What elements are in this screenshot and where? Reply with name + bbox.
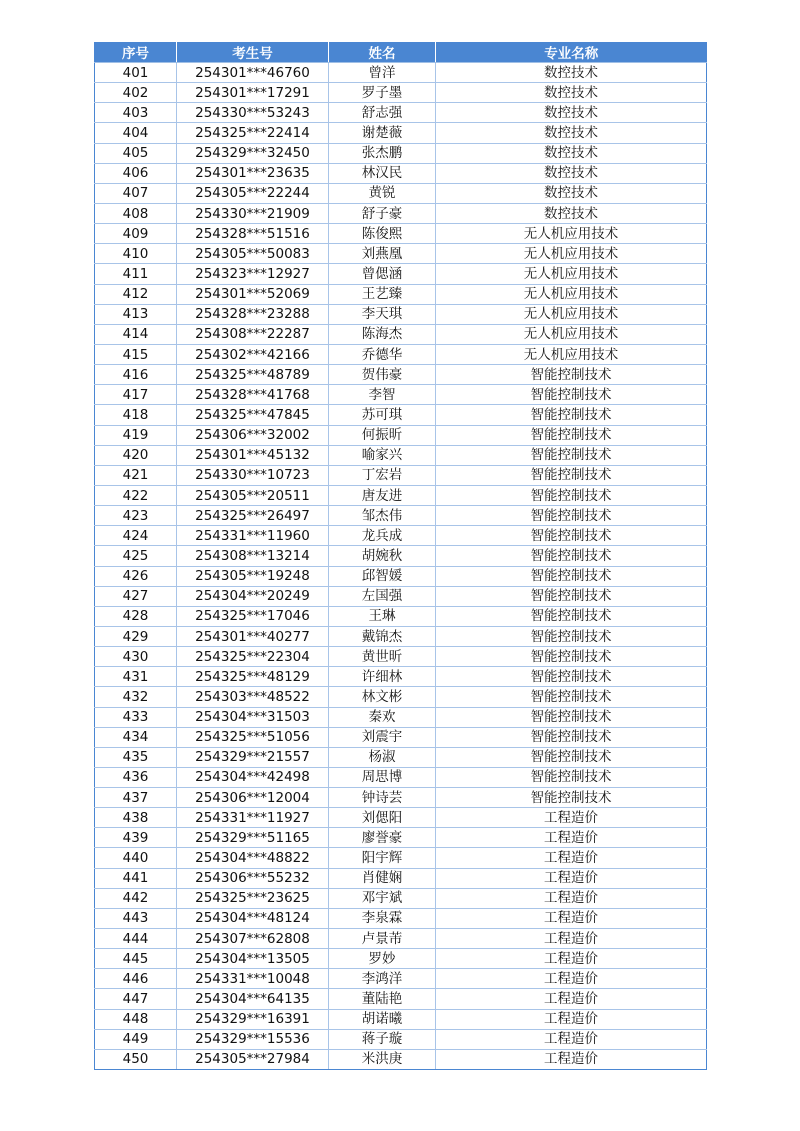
serial-number-cell: 436: [95, 767, 177, 787]
candidate-number-cell: 254328***23288: [177, 304, 329, 324]
candidate-number-cell: 254304***13505: [177, 949, 329, 969]
name-cell: 张杰鹏: [329, 143, 436, 163]
name-cell: 陈海杰: [329, 324, 436, 344]
admission-table: [94, 42, 707, 1070]
name-cell: 王艺臻: [329, 284, 436, 304]
candidate-number-cell: 254329***32450: [177, 143, 329, 163]
candidate-number-cell: 254304***42498: [177, 767, 329, 787]
table-row: [95, 707, 707, 727]
name-cell: 卢景芾: [329, 929, 436, 949]
major-cell: 数控技术: [436, 183, 707, 203]
major-cell: 智能控制技术: [436, 788, 707, 808]
major-cell: 工程造价: [436, 1029, 707, 1049]
serial-number-cell: 442: [95, 888, 177, 908]
header-candidate-number: 考生号: [177, 42, 329, 63]
name-cell: 李天琪: [329, 304, 436, 324]
major-cell: 智能控制技术: [436, 767, 707, 787]
table-row: [95, 1049, 707, 1069]
candidate-number-cell: 254330***21909: [177, 203, 329, 223]
candidate-number-cell: 254305***20511: [177, 485, 329, 505]
candidate-number-cell: 254328***41768: [177, 385, 329, 405]
table-row: [95, 445, 707, 465]
table-row: [95, 586, 707, 606]
major-cell: 工程造价: [436, 1049, 707, 1069]
major-cell: 智能控制技术: [436, 707, 707, 727]
table-row: [95, 163, 707, 183]
table-row: [95, 546, 707, 566]
name-cell: 舒志强: [329, 103, 436, 123]
name-cell: 周思博: [329, 767, 436, 787]
major-cell: 数控技术: [436, 103, 707, 123]
serial-number-cell: 425: [95, 546, 177, 566]
name-cell: 米洪庚: [329, 1049, 436, 1069]
serial-number-cell: 448: [95, 1009, 177, 1029]
table-row: [95, 203, 707, 223]
name-cell: 秦欢: [329, 707, 436, 727]
candidate-number-cell: 254301***40277: [177, 626, 329, 646]
table-row: [95, 848, 707, 868]
serial-number-cell: 415: [95, 344, 177, 364]
name-cell: 左国强: [329, 586, 436, 606]
table-row: [95, 1009, 707, 1029]
header-row: [95, 42, 707, 63]
table-row: [95, 566, 707, 586]
candidate-number-cell: 254323***12927: [177, 264, 329, 284]
major-cell: 智能控制技术: [436, 687, 707, 707]
major-cell: 智能控制技术: [436, 606, 707, 626]
name-cell: 杨淑: [329, 747, 436, 767]
serial-number-cell: 402: [95, 83, 177, 103]
major-cell: 数控技术: [436, 163, 707, 183]
name-cell: 乔德华: [329, 344, 436, 364]
table-row: [95, 788, 707, 808]
name-cell: 苏可琪: [329, 405, 436, 425]
major-cell: 工程造价: [436, 929, 707, 949]
name-cell: 刘燕凰: [329, 244, 436, 264]
name-cell: 刘震宇: [329, 727, 436, 747]
name-cell: 李智: [329, 385, 436, 405]
candidate-number-cell: 254301***23635: [177, 163, 329, 183]
table-row: [95, 425, 707, 445]
name-cell: 胡婉秋: [329, 546, 436, 566]
serial-number-cell: 438: [95, 808, 177, 828]
table-row: [95, 1029, 707, 1049]
serial-number-cell: 421: [95, 465, 177, 485]
serial-number-cell: 429: [95, 626, 177, 646]
serial-number-cell: 407: [95, 183, 177, 203]
serial-number-cell: 428: [95, 606, 177, 626]
candidate-number-cell: 254331***11927: [177, 808, 329, 828]
candidate-number-cell: 254302***42166: [177, 344, 329, 364]
major-cell: 无人机应用技术: [436, 344, 707, 364]
table-row: [95, 83, 707, 103]
name-cell: 肖健娴: [329, 868, 436, 888]
major-cell: 智能控制技术: [436, 465, 707, 485]
table-row: [95, 385, 707, 405]
major-cell: 智能控制技术: [436, 727, 707, 747]
name-cell: 胡诺曦: [329, 1009, 436, 1029]
table-row: [95, 667, 707, 687]
candidate-number-cell: 254301***46760: [177, 63, 329, 83]
serial-number-cell: 419: [95, 425, 177, 445]
table-row: [95, 929, 707, 949]
serial-number-cell: 446: [95, 969, 177, 989]
table-row: [95, 284, 707, 304]
table-row: [95, 304, 707, 324]
candidate-number-cell: 254308***13214: [177, 546, 329, 566]
candidate-number-cell: 254303***48522: [177, 687, 329, 707]
serial-number-cell: 444: [95, 929, 177, 949]
name-cell: 黄世昕: [329, 647, 436, 667]
major-cell: 数控技术: [436, 143, 707, 163]
serial-number-cell: 422: [95, 485, 177, 505]
serial-number-cell: 449: [95, 1029, 177, 1049]
table-row: [95, 626, 707, 646]
name-cell: 喻家兴: [329, 445, 436, 465]
serial-number-cell: 404: [95, 123, 177, 143]
name-cell: 罗子墨: [329, 83, 436, 103]
candidate-number-cell: 254301***17291: [177, 83, 329, 103]
candidate-number-cell: 254325***47845: [177, 405, 329, 425]
major-cell: 工程造价: [436, 949, 707, 969]
name-cell: 李泉霖: [329, 908, 436, 928]
table-row: [95, 183, 707, 203]
header-name: 姓名: [329, 42, 436, 63]
name-cell: 龙兵成: [329, 526, 436, 546]
name-cell: 罗妙: [329, 949, 436, 969]
major-cell: 智能控制技术: [436, 365, 707, 385]
serial-number-cell: 437: [95, 788, 177, 808]
table-row: [95, 767, 707, 787]
table-row: [95, 606, 707, 626]
serial-number-cell: 443: [95, 908, 177, 928]
name-cell: 董陆艳: [329, 989, 436, 1009]
header-major: 专业名称: [436, 42, 707, 63]
name-cell: 曾洋: [329, 63, 436, 83]
serial-number-cell: 405: [95, 143, 177, 163]
serial-number-cell: 427: [95, 586, 177, 606]
serial-number-cell: 450: [95, 1049, 177, 1069]
name-cell: 舒子豪: [329, 203, 436, 223]
table-row: [95, 647, 707, 667]
major-cell: 工程造价: [436, 989, 707, 1009]
serial-number-cell: 430: [95, 647, 177, 667]
name-cell: 蒋子璇: [329, 1029, 436, 1049]
serial-number-cell: 434: [95, 727, 177, 747]
major-cell: 数控技术: [436, 83, 707, 103]
serial-number-cell: 441: [95, 868, 177, 888]
major-cell: 工程造价: [436, 828, 707, 848]
name-cell: 许细林: [329, 667, 436, 687]
serial-number-cell: 431: [95, 667, 177, 687]
major-cell: 智能控制技术: [436, 747, 707, 767]
table-row: [95, 344, 707, 364]
name-cell: 戴锦杰: [329, 626, 436, 646]
serial-number-cell: 403: [95, 103, 177, 123]
candidate-number-cell: 254325***22414: [177, 123, 329, 143]
major-cell: 智能控制技术: [436, 647, 707, 667]
table-row: [95, 244, 707, 264]
table-row: [95, 888, 707, 908]
name-cell: 林汉民: [329, 163, 436, 183]
table-row: [95, 808, 707, 828]
major-cell: 智能控制技术: [436, 485, 707, 505]
serial-number-cell: 409: [95, 224, 177, 244]
serial-number-cell: 416: [95, 365, 177, 385]
candidate-number-cell: 254329***21557: [177, 747, 329, 767]
table-row: [95, 224, 707, 244]
major-cell: 工程造价: [436, 888, 707, 908]
serial-number-cell: 406: [95, 163, 177, 183]
table-header: [95, 42, 707, 63]
major-cell: 工程造价: [436, 908, 707, 928]
candidate-number-cell: 254301***52069: [177, 284, 329, 304]
candidate-number-cell: 254304***64135: [177, 989, 329, 1009]
candidate-number-cell: 254306***55232: [177, 868, 329, 888]
candidate-number-cell: 254305***27984: [177, 1049, 329, 1069]
major-cell: 智能控制技术: [436, 626, 707, 646]
candidate-number-cell: 254325***48789: [177, 365, 329, 385]
serial-number-cell: 413: [95, 304, 177, 324]
candidate-number-cell: 254331***10048: [177, 969, 329, 989]
name-cell: 丁宏岩: [329, 465, 436, 485]
name-cell: 邱智媛: [329, 566, 436, 586]
serial-number-cell: 447: [95, 989, 177, 1009]
name-cell: 黄锐: [329, 183, 436, 203]
candidate-number-cell: 254307***62808: [177, 929, 329, 949]
name-cell: 李鸿洋: [329, 969, 436, 989]
major-cell: 智能控制技术: [436, 546, 707, 566]
major-cell: 智能控制技术: [436, 425, 707, 445]
serial-number-cell: 433: [95, 707, 177, 727]
candidate-number-cell: 254304***20249: [177, 586, 329, 606]
table-row: [95, 828, 707, 848]
table-body: [95, 63, 707, 1070]
name-cell: 王琳: [329, 606, 436, 626]
major-cell: 数控技术: [436, 63, 707, 83]
table-row: [95, 465, 707, 485]
serial-number-cell: 414: [95, 324, 177, 344]
table-row: [95, 365, 707, 385]
major-cell: 无人机应用技术: [436, 324, 707, 344]
table-row: [95, 63, 707, 83]
table-row: [95, 405, 707, 425]
major-cell: 智能控制技术: [436, 405, 707, 425]
candidate-number-cell: 254330***10723: [177, 465, 329, 485]
major-cell: 智能控制技术: [436, 506, 707, 526]
candidate-number-cell: 254306***32002: [177, 425, 329, 445]
serial-number-cell: 424: [95, 526, 177, 546]
candidate-number-cell: 254329***16391: [177, 1009, 329, 1029]
major-cell: 无人机应用技术: [436, 224, 707, 244]
candidate-number-cell: 254301***45132: [177, 445, 329, 465]
major-cell: 工程造价: [436, 969, 707, 989]
major-cell: 智能控制技术: [436, 526, 707, 546]
major-cell: 智能控制技术: [436, 667, 707, 687]
name-cell: 廖誉豪: [329, 828, 436, 848]
major-cell: 数控技术: [436, 123, 707, 143]
name-cell: 钟诗芸: [329, 788, 436, 808]
serial-number-cell: 417: [95, 385, 177, 405]
table-row: [95, 526, 707, 546]
major-cell: 智能控制技术: [436, 566, 707, 586]
name-cell: 邓宇斌: [329, 888, 436, 908]
candidate-number-cell: 254328***51516: [177, 224, 329, 244]
serial-number-cell: 401: [95, 63, 177, 83]
candidate-number-cell: 254325***26497: [177, 506, 329, 526]
table-row: [95, 727, 707, 747]
major-cell: 工程造价: [436, 868, 707, 888]
candidate-number-cell: 254305***50083: [177, 244, 329, 264]
major-cell: 无人机应用技术: [436, 244, 707, 264]
table-row: [95, 908, 707, 928]
table-row: [95, 949, 707, 969]
candidate-number-cell: 254305***22244: [177, 183, 329, 203]
serial-number-cell: 420: [95, 445, 177, 465]
serial-number-cell: 426: [95, 566, 177, 586]
candidate-number-cell: 254304***48822: [177, 848, 329, 868]
serial-number-cell: 435: [95, 747, 177, 767]
table-row: [95, 747, 707, 767]
serial-number-cell: 412: [95, 284, 177, 304]
candidate-number-cell: 254325***48129: [177, 667, 329, 687]
name-cell: 曾偲涵: [329, 264, 436, 284]
candidate-number-cell: 254331***11960: [177, 526, 329, 546]
major-cell: 工程造价: [436, 1009, 707, 1029]
major-cell: 无人机应用技术: [436, 264, 707, 284]
name-cell: 阳宇辉: [329, 848, 436, 868]
candidate-number-cell: 254305***19248: [177, 566, 329, 586]
name-cell: 贺伟豪: [329, 365, 436, 385]
table-row: [95, 687, 707, 707]
table-row: [95, 143, 707, 163]
serial-number-cell: 440: [95, 848, 177, 868]
candidate-number-cell: 254325***23625: [177, 888, 329, 908]
serial-number-cell: 439: [95, 828, 177, 848]
candidate-number-cell: 254329***15536: [177, 1029, 329, 1049]
table-row: [95, 989, 707, 1009]
table-row: [95, 103, 707, 123]
table-row: [95, 969, 707, 989]
name-cell: 陈俊熙: [329, 224, 436, 244]
candidate-number-cell: 254308***22287: [177, 324, 329, 344]
candidate-number-cell: 254325***22304: [177, 647, 329, 667]
major-cell: 智能控制技术: [436, 586, 707, 606]
candidate-number-cell: 254329***51165: [177, 828, 329, 848]
admission-list-sheet: [94, 42, 706, 1070]
candidate-number-cell: 254304***48124: [177, 908, 329, 928]
candidate-number-cell: 254325***51056: [177, 727, 329, 747]
name-cell: 邹杰伟: [329, 506, 436, 526]
table-row: [95, 123, 707, 143]
header-serial-number: 序号: [95, 42, 177, 63]
major-cell: 无人机应用技术: [436, 284, 707, 304]
name-cell: 林文彬: [329, 687, 436, 707]
candidate-number-cell: 254330***53243: [177, 103, 329, 123]
major-cell: 智能控制技术: [436, 385, 707, 405]
name-cell: 谢楚薇: [329, 123, 436, 143]
table-row: [95, 264, 707, 284]
major-cell: 工程造价: [436, 808, 707, 828]
table-row: [95, 506, 707, 526]
name-cell: 何振昕: [329, 425, 436, 445]
table-row: [95, 868, 707, 888]
candidate-number-cell: 254306***12004: [177, 788, 329, 808]
name-cell: 刘偲阳: [329, 808, 436, 828]
major-cell: 无人机应用技术: [436, 304, 707, 324]
serial-number-cell: 432: [95, 687, 177, 707]
candidate-number-cell: 254325***17046: [177, 606, 329, 626]
serial-number-cell: 411: [95, 264, 177, 284]
serial-number-cell: 445: [95, 949, 177, 969]
candidate-number-cell: 254304***31503: [177, 707, 329, 727]
serial-number-cell: 410: [95, 244, 177, 264]
table-row: [95, 324, 707, 344]
major-cell: 数控技术: [436, 203, 707, 223]
serial-number-cell: 408: [95, 203, 177, 223]
table-row: [95, 485, 707, 505]
name-cell: 唐友进: [329, 485, 436, 505]
serial-number-cell: 418: [95, 405, 177, 425]
major-cell: 工程造价: [436, 848, 707, 868]
major-cell: 智能控制技术: [436, 445, 707, 465]
serial-number-cell: 423: [95, 506, 177, 526]
